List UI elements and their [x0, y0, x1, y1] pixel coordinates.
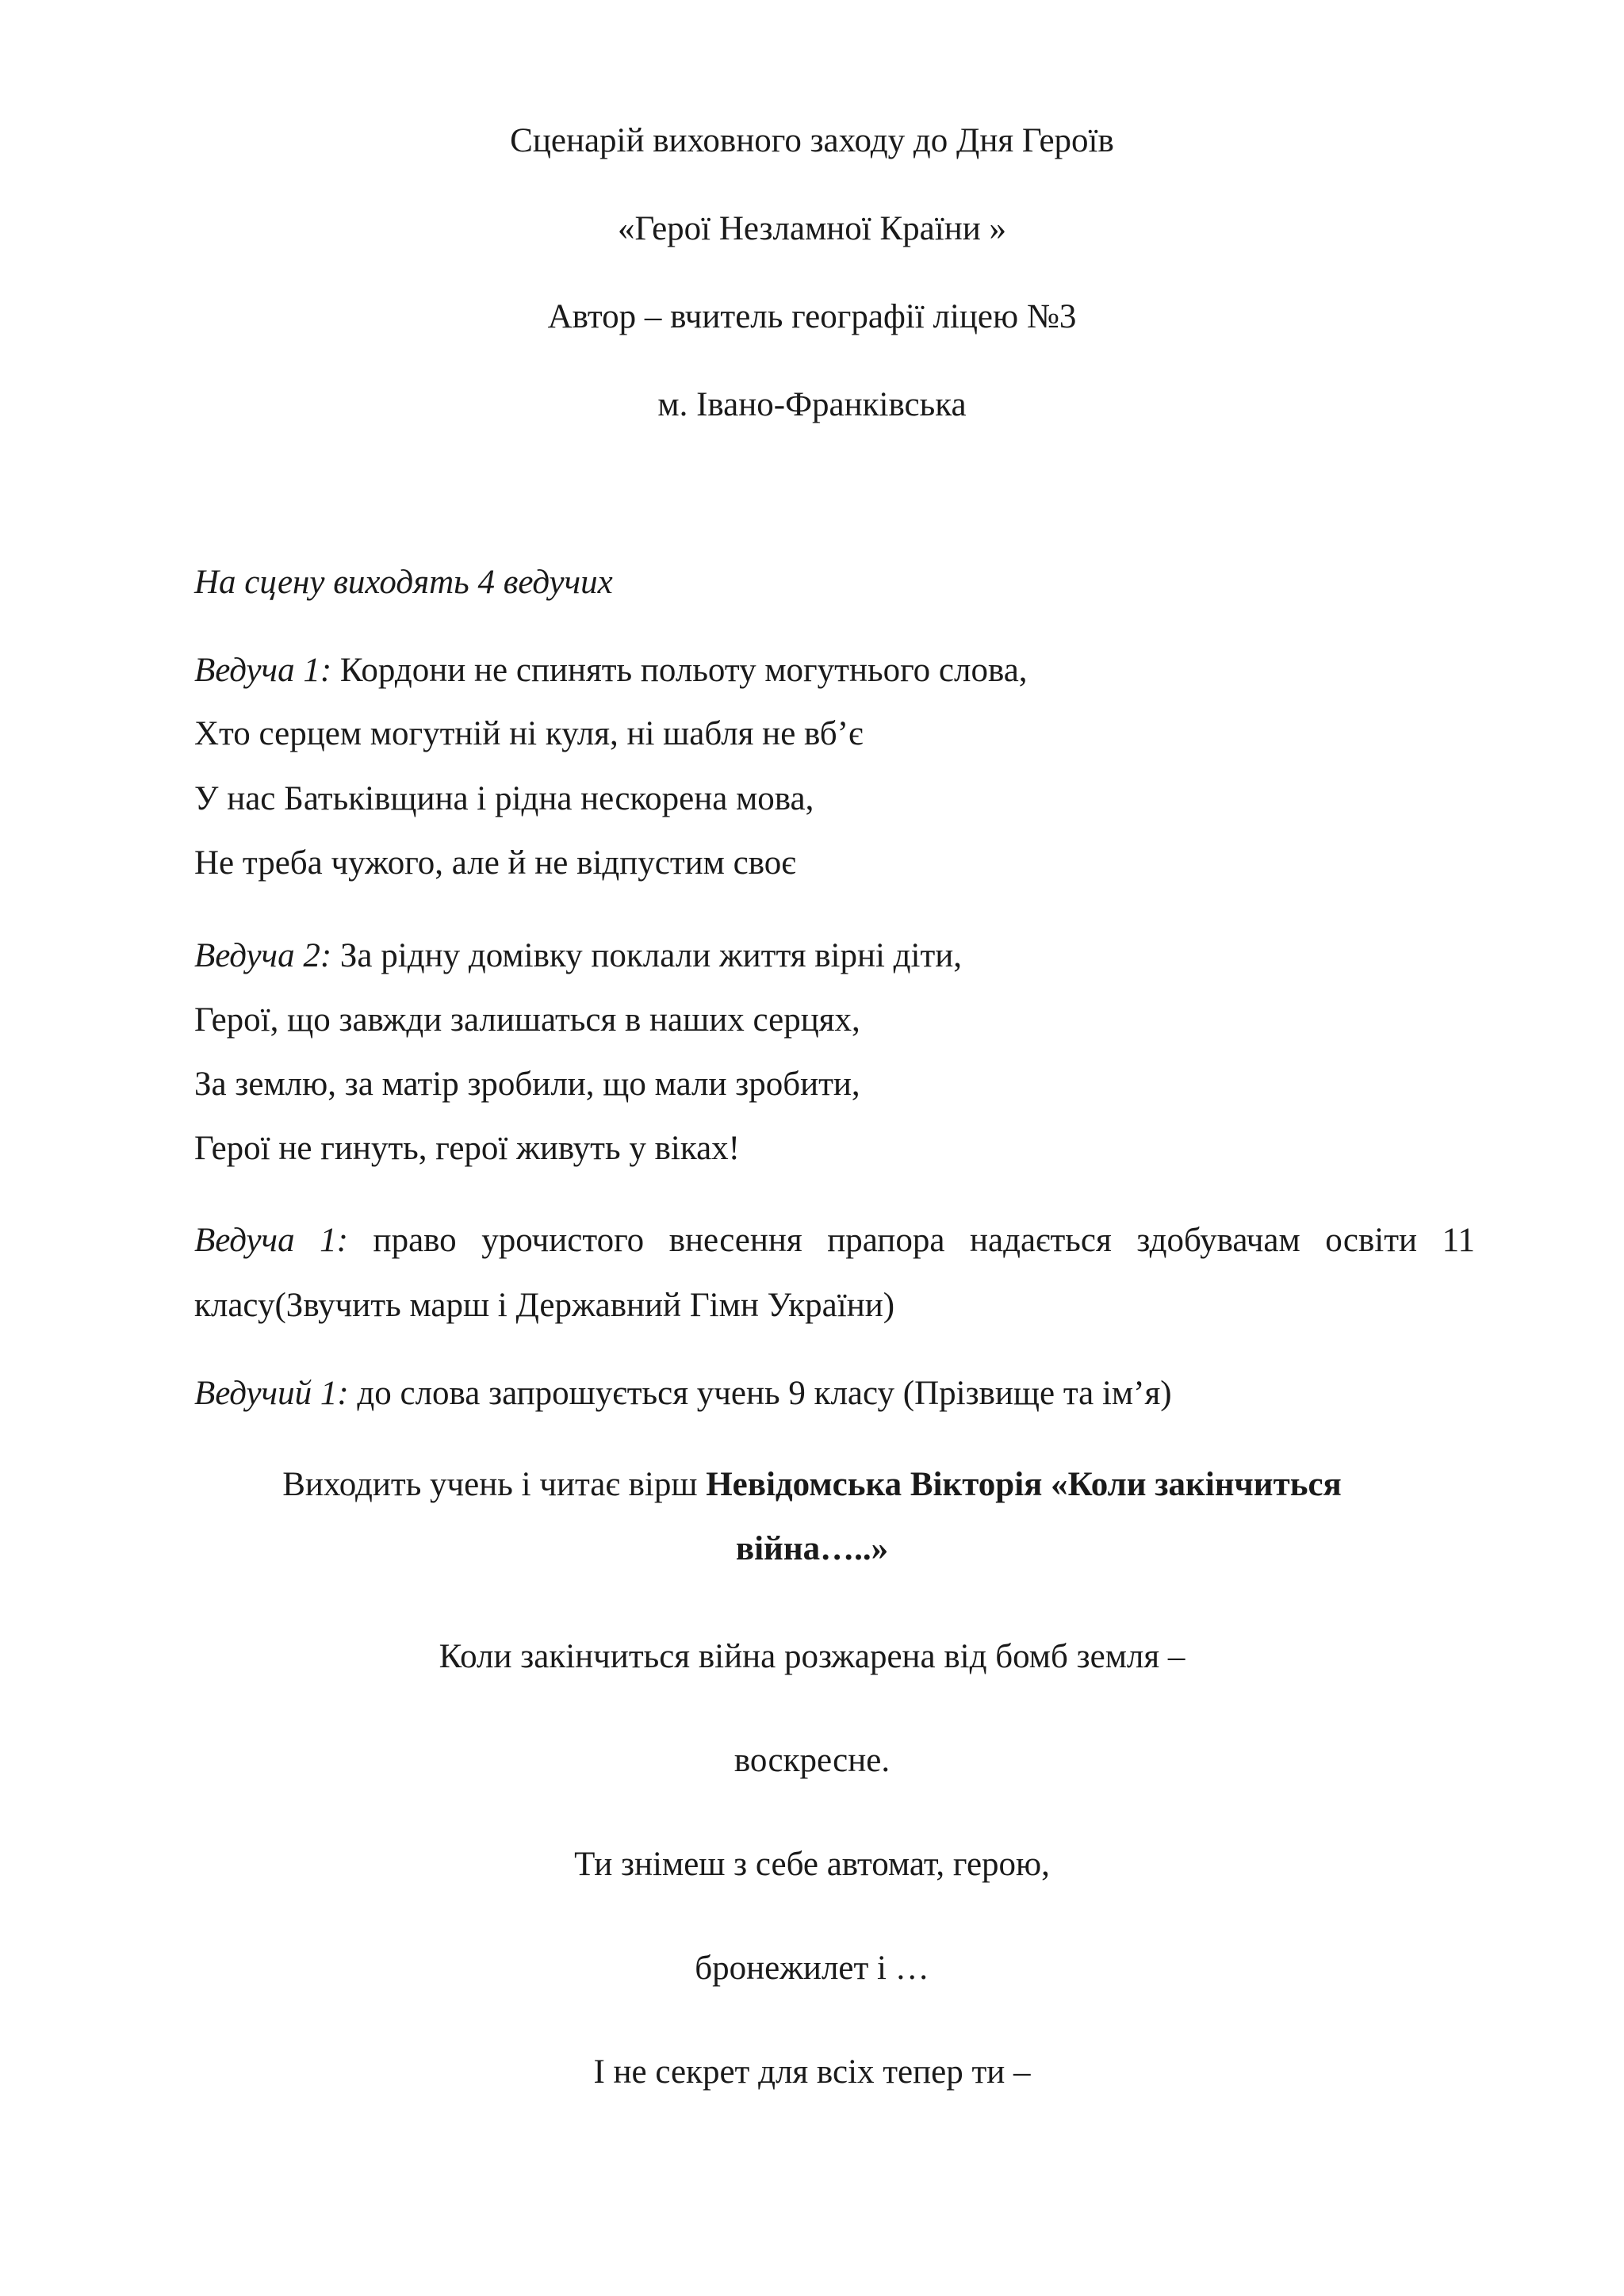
speaker-label: Ведуча 1:: [194, 652, 332, 689]
poem-intro-line1: [0, 1465, 1624, 1505]
poem-line2: воскресне.: [733, 1742, 891, 1779]
stanza1-line1: [194, 651, 1028, 691]
flag-paragraph-line2: класу(Звучить марш і Державний Гімн України): [194, 1287, 895, 1324]
document-title: Сценарій виховного заходу до Дня Героїв: [510, 122, 1114, 159]
invite-paragraph: [194, 1374, 1172, 1414]
poem-intro-line2: війна…..»: [735, 1530, 889, 1567]
stanza1-line3: У нас Батьківщина і рідна нескорена мова,: [194, 780, 814, 817]
poem-line3: Ти знімеш з себе автомат, герою,: [574, 1846, 1050, 1883]
event-title: «Герої Незламної Країни »: [618, 210, 1006, 247]
stanza2-line2: Герої, що завжди залишаться в наших серцях,: [194, 1001, 860, 1039]
city-line: м. Івано-Франківська: [657, 386, 967, 423]
flag-paragraph-line1: [194, 1221, 1475, 1261]
stanza2-line4: Герої не гинуть, герої живуть у віках!: [194, 1130, 740, 1167]
invite-text: до слова запрошується учень 9 класу (Прізвище та ім’я): [348, 1375, 1172, 1412]
speaker-label: Ведуча 1:: [194, 1222, 348, 1259]
author-line: Автор – вчитель географії ліцею №3: [547, 298, 1077, 335]
speaker-label: Ведуча 2:: [194, 937, 332, 974]
poem-line5: І не секрет для всіх тепер ти –: [593, 2053, 1031, 2091]
flag-line1-text: право урочистого внесення прапора надається здобувачам освіти 11: [347, 1222, 1475, 1259]
poem-author-title: Невідомська Вікторія «Коли закінчиться: [706, 1466, 1342, 1503]
stanza1-line2: Хто серцем могутній ні куля, ні шабля не вб’є: [194, 715, 864, 752]
speaker-label: Ведучий 1:: [194, 1375, 349, 1412]
poem-intro-plain: Виходить учень і читає вірш: [282, 1466, 707, 1503]
stanza2-line3: За землю, за матір зробили, що мали зробити,: [194, 1066, 860, 1103]
stanza2-line1: [194, 936, 962, 976]
stanza2-line1-text: За рідну домівку поклали життя вірні діти,: [331, 937, 963, 974]
stanza1-line4: Не треба чужого, але й не відпустим своє: [194, 844, 796, 882]
stage-direction: На сцену виходять 4 ведучих: [194, 564, 613, 601]
stanza1-line1-text: Кордони не спинять польоту могутнього слова,: [331, 652, 1028, 689]
poem-line1: Коли закінчиться війна розжарена від бомб земля –: [439, 1638, 1185, 1675]
poem-line4: бронежилет і …: [695, 1950, 929, 1987]
